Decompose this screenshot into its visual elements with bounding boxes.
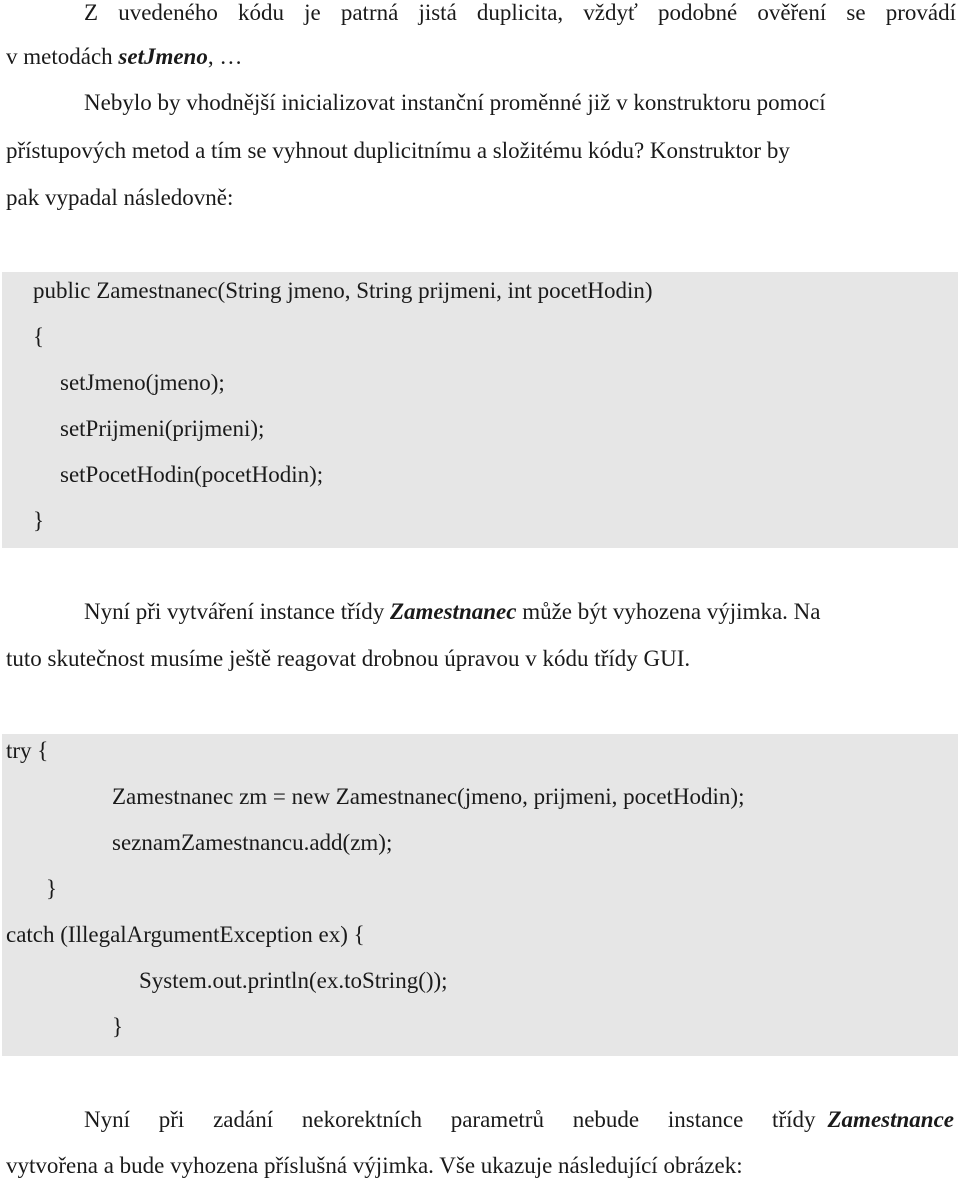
para4-line1	[84, 1105, 954, 1135]
code2-line7: }	[112, 1014, 124, 1039]
para3-line1-prefix: Nyní při vytváření instance třídy	[84, 599, 390, 624]
para1-line2-prefix: v metodách	[6, 44, 119, 69]
code2-line3: seznamZamestnancu.add(zm);	[112, 830, 393, 855]
code1-line4: setPrijmeni(prijmeni);	[60, 416, 265, 441]
para4-line2: vytvořena a bude vyhozena příslušná výjimka. Vše ukazuje následující obrázek:	[6, 1153, 743, 1178]
code1-line3: setJmeno(jmeno);	[60, 370, 225, 395]
code1-line1: public Zamestnanec(String jmeno, String prijmeni, int pocetHodin)	[33, 278, 653, 303]
code-block-constructor	[2, 272, 958, 548]
code1-line5: setPocetHodin(pocetHodin);	[60, 462, 324, 487]
para2-line1: Nebylo by vhodnější inicializovat instanční proměnné již v konstruktoru pomocí	[84, 90, 826, 115]
para3-line2: tuto skutečnost musíme ještě reagovat drobnou úpravou v kódu třídy GUI.	[6, 646, 691, 671]
para4-line1-prefix: Nyní při zadání nekorektních parametrů nebude instance třídy	[84, 1107, 816, 1132]
para1-line2-suffix: , …	[207, 44, 243, 69]
code2-line5: catch (IllegalArgumentException ex) {	[6, 922, 365, 947]
code2-line4: }	[46, 876, 58, 901]
code1-line6: }	[33, 508, 45, 533]
code2-line1: try {	[6, 738, 49, 763]
para3-line1-suffix: může být vyhozena výjimka. Na	[516, 599, 821, 624]
class-name-zamestnance: Zamestnance	[827, 1107, 954, 1132]
class-name-zamestnanec: Zamestnanec	[389, 599, 517, 624]
method-name-setjmeno: setJmeno	[118, 44, 208, 69]
para2-line3: pak vypadal následovně:	[6, 185, 234, 210]
code1-line2: {	[33, 324, 45, 349]
code2-line6: System.out.println(ex.toString());	[139, 968, 448, 993]
para2-line2: přístupových metod a tím se vyhnout duplicitnímu a složitému kódu? Konstruktor by	[6, 138, 790, 163]
para1-line1: Z uvedeného kódu je patrná jistá duplicita, vždyť podobné ověření se provádí	[84, 0, 956, 25]
code2-line2: Zamestnanec zm = new Zamestnanec(jmeno, prijmeni, pocetHodin);	[112, 784, 745, 809]
code-block-try-catch	[2, 734, 958, 1056]
para3-line1	[84, 597, 820, 627]
para1-line2	[6, 42, 242, 72]
